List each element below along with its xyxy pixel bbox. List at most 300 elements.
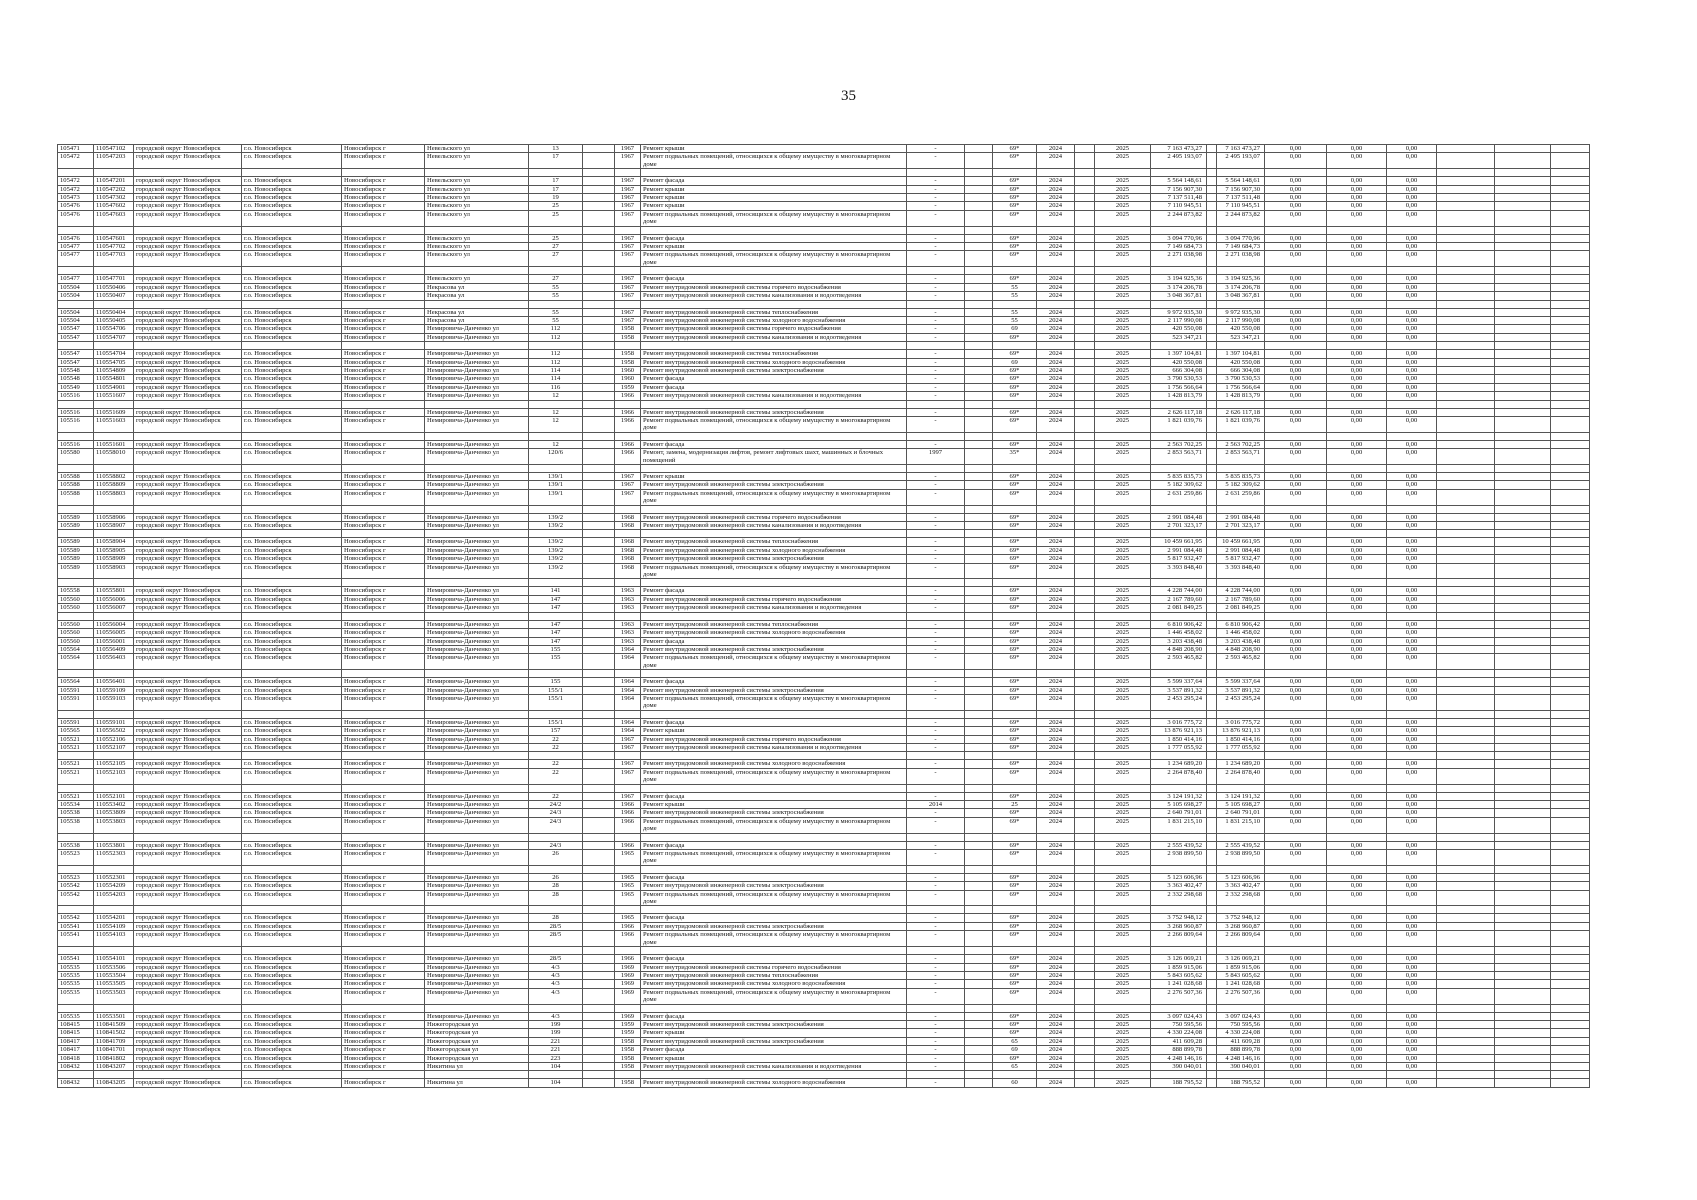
empty-cell [965, 432, 993, 440]
table-row [58, 931, 1590, 947]
empty-cell [583, 971, 615, 979]
cell-district: городской округ Новосибирск [134, 481, 242, 489]
cell-ys: - [907, 153, 965, 169]
cell-id: 105542 [58, 914, 94, 922]
empty-cell [1207, 185, 1217, 193]
empty-cell [1217, 530, 1265, 538]
cell-district: городской округ Новосибирск [134, 873, 242, 881]
table-row [58, 546, 1590, 554]
cell-y2: 2025 [1095, 1046, 1151, 1054]
cell-sr: 69* [993, 718, 1037, 726]
cell-y1: 2024 [1037, 177, 1075, 185]
cell-y2: 2025 [1095, 629, 1151, 637]
empty-cell [242, 169, 342, 177]
cell-c: 0,00 [1387, 850, 1437, 866]
cell-b: 0,00 [1327, 873, 1387, 881]
cell-cost: 2 563 702,25 [1151, 440, 1207, 448]
empty-cell [1075, 873, 1095, 881]
cell-code: 110554109 [94, 922, 134, 930]
cell-total: 1 859 915,06 [1217, 963, 1265, 971]
empty-cell [342, 342, 425, 350]
cell-district: городской округ Новосибирск [134, 555, 242, 563]
empty-cell [641, 833, 907, 841]
empty-cell [94, 906, 134, 914]
empty-cell [1387, 169, 1437, 177]
empty-cell [1551, 546, 1590, 554]
empty-cell [1095, 400, 1151, 408]
empty-cell [1437, 505, 1495, 513]
empty-cell [1207, 914, 1217, 922]
cell-city: Новосибирск г [342, 383, 425, 391]
cell-street: Невельского ул [425, 185, 529, 193]
empty-cell [1207, 752, 1217, 760]
empty-cell [965, 202, 993, 210]
empty-cell [342, 267, 425, 275]
cell-year: 1967 [615, 316, 641, 324]
empty-cell [1495, 408, 1551, 416]
cell-b: 0,00 [1327, 234, 1387, 242]
cell-b: 0,00 [1327, 882, 1387, 890]
cell-city: Новосибирск г [342, 153, 425, 169]
empty-cell [1207, 1020, 1217, 1028]
cell-street: Немировича-Данченко ул [425, 555, 529, 563]
cell-y2: 2025 [1095, 546, 1151, 554]
empty-cell [1551, 914, 1590, 922]
cell-code: 110553501 [94, 1012, 134, 1020]
cell-district: городской округ Новосибирск [134, 473, 242, 481]
empty-cell [1437, 931, 1495, 947]
empty-cell [1207, 906, 1217, 914]
empty-cell [1495, 505, 1551, 513]
row-spacer [58, 865, 1590, 873]
cell-c: 0,00 [1387, 914, 1437, 922]
cell-y1: 2024 [1037, 914, 1075, 922]
empty-cell [242, 579, 342, 587]
cell-code: 110556409 [94, 645, 134, 653]
empty-cell [1151, 226, 1207, 234]
cell-city: Новосибирск г [342, 210, 425, 226]
cell-ys: - [907, 686, 965, 694]
empty-cell [583, 760, 615, 768]
cell-a: 0,00 [1265, 841, 1327, 849]
empty-cell [583, 727, 615, 735]
empty-cell [965, 234, 993, 242]
cell-city: Новосибирск г [342, 145, 425, 153]
cell-cost: 2 081 849,25 [1151, 604, 1207, 612]
cell-cost: 5 182 309,62 [1151, 481, 1207, 489]
cell-house: 25 [529, 210, 583, 226]
empty-cell [583, 522, 615, 530]
cell-sr: 65 [993, 1037, 1037, 1045]
cell-sr: 69* [993, 931, 1037, 947]
cell-sr: 69* [993, 809, 1037, 817]
empty-cell [1437, 546, 1495, 554]
cell-city: Новосибирск г [342, 620, 425, 628]
cell-city: Новосибирск г [342, 358, 425, 366]
empty-cell [1075, 202, 1095, 210]
cell-c: 0,00 [1387, 563, 1437, 579]
cell-a: 0,00 [1265, 546, 1327, 554]
cell-district: городской округ Новосибирск [134, 375, 242, 383]
empty-cell [907, 226, 965, 234]
empty-cell [425, 530, 529, 538]
cell-code: 110843205 [94, 1079, 134, 1087]
empty-cell [1495, 416, 1551, 432]
empty-cell [907, 710, 965, 718]
cell-id: 105542 [58, 882, 94, 890]
empty-cell [1207, 300, 1217, 308]
empty-cell [1551, 792, 1590, 800]
cell-house: 157 [529, 727, 583, 735]
cell-id: 105535 [58, 980, 94, 988]
cell-y2: 2025 [1095, 316, 1151, 324]
empty-cell [907, 530, 965, 538]
cell-sr: 25 [993, 801, 1037, 809]
cell-total: 7 110 945,51 [1217, 202, 1265, 210]
empty-cell [907, 300, 965, 308]
cell-y1: 2024 [1037, 489, 1075, 505]
cell-id: 105591 [58, 718, 94, 726]
empty-cell [1387, 865, 1437, 873]
empty-cell [1437, 1004, 1495, 1012]
empty-cell [583, 809, 615, 817]
empty-cell [1495, 595, 1551, 603]
empty-cell [1437, 316, 1495, 324]
empty-cell [1075, 358, 1095, 366]
empty-cell [965, 727, 993, 735]
empty-cell [1207, 481, 1217, 489]
empty-cell [1551, 432, 1590, 440]
cell-code: 110552107 [94, 743, 134, 751]
empty-cell [1075, 743, 1095, 751]
cell-work: Ремонт крыши [641, 1029, 907, 1037]
empty-cell [1551, 612, 1590, 620]
cell-year: 1958 [615, 1054, 641, 1062]
empty-cell [1075, 587, 1095, 595]
cell-a: 0,00 [1265, 316, 1327, 324]
cell-year: 1965 [615, 873, 641, 881]
cell-total: 3 126 069,21 [1217, 955, 1265, 963]
empty-cell [1207, 1079, 1217, 1087]
empty-cell [615, 670, 641, 678]
empty-cell [1495, 801, 1551, 809]
cell-cost: 1 777 055,92 [1151, 743, 1207, 751]
cell-code: 110558903 [94, 563, 134, 579]
empty-cell [1207, 1062, 1217, 1070]
empty-cell [965, 275, 993, 283]
empty-cell [1207, 505, 1217, 513]
cell-a: 0,00 [1265, 177, 1327, 185]
cell-house: 139/1 [529, 473, 583, 481]
cell-city: Новосибирск г [342, 522, 425, 530]
cell-year: 1967 [615, 481, 641, 489]
cell-house: 114 [529, 375, 583, 383]
cell-b: 0,00 [1327, 1079, 1387, 1087]
cell-a: 0,00 [1265, 963, 1327, 971]
cell-district: городской округ Новосибирск [134, 760, 242, 768]
empty-cell [529, 1004, 583, 1012]
cell-mo: г.о. Новосибирск [242, 308, 342, 316]
empty-cell [1207, 489, 1217, 505]
empty-cell [1437, 392, 1495, 400]
cell-a: 0,00 [1265, 234, 1327, 242]
cell-c: 0,00 [1387, 890, 1437, 906]
cell-mo: г.о. Новосибирск [242, 817, 342, 833]
cell-c: 0,00 [1387, 375, 1437, 383]
cell-cost: 1 756 566,64 [1151, 383, 1207, 391]
cell-code: 110554704 [94, 350, 134, 358]
empty-cell [1437, 234, 1495, 242]
cell-id: 105523 [58, 873, 94, 881]
empty-cell [1075, 513, 1095, 521]
row-spacer [58, 300, 1590, 308]
cell-c: 0,00 [1387, 292, 1437, 300]
empty-cell [993, 579, 1037, 587]
empty-cell [1265, 1004, 1327, 1012]
empty-cell [1437, 530, 1495, 538]
empty-cell [134, 579, 242, 587]
empty-cell [615, 300, 641, 308]
cell-y1: 2024 [1037, 1029, 1075, 1037]
empty-cell [583, 300, 615, 308]
empty-cell [1551, 686, 1590, 694]
empty-cell [1265, 784, 1327, 792]
cell-ys: - [907, 177, 965, 185]
empty-cell [1551, 153, 1590, 169]
empty-cell [1437, 947, 1495, 955]
cell-b: 0,00 [1327, 727, 1387, 735]
empty-cell [583, 555, 615, 563]
cell-cost: 2 555 439,52 [1151, 841, 1207, 849]
empty-cell [425, 505, 529, 513]
empty-cell [907, 612, 965, 620]
cell-year: 1967 [615, 210, 641, 226]
cell-house: 139/2 [529, 513, 583, 521]
cell-id: 105588 [58, 481, 94, 489]
empty-cell [58, 579, 94, 587]
cell-ys: - [907, 1079, 965, 1087]
empty-cell [965, 817, 993, 833]
cell-c: 0,00 [1387, 392, 1437, 400]
cell-mo: г.о. Новосибирск [242, 194, 342, 202]
cell-id: 105560 [58, 637, 94, 645]
empty-cell [965, 670, 993, 678]
cell-y1: 2024 [1037, 980, 1075, 988]
empty-cell [641, 530, 907, 538]
empty-cell [1437, 963, 1495, 971]
cell-a: 0,00 [1265, 890, 1327, 906]
empty-cell [907, 465, 965, 473]
cell-district: городской округ Новосибирск [134, 202, 242, 210]
cell-mo: г.о. Новосибирск [242, 718, 342, 726]
cell-district: городской округ Новосибирск [134, 971, 242, 979]
cell-street: Невельского ул [425, 243, 529, 251]
cell-year: 1960 [615, 375, 641, 383]
empty-cell [1495, 243, 1551, 251]
cell-sr: 69* [993, 882, 1037, 890]
cell-code: 110552301 [94, 873, 134, 881]
cell-cost: 2 117 990,08 [1151, 316, 1207, 324]
cell-city: Новосибирск г [342, 1054, 425, 1062]
empty-cell [1075, 1012, 1095, 1020]
row-spacer [58, 400, 1590, 408]
empty-cell [583, 678, 615, 686]
cell-street: Немировича-Данченко ул [425, 955, 529, 963]
empty-cell [1437, 988, 1495, 1004]
empty-cell [583, 801, 615, 809]
cell-district: городской округ Новосибирск [134, 145, 242, 153]
cell-a: 0,00 [1265, 882, 1327, 890]
empty-cell [1207, 882, 1217, 890]
empty-cell [1437, 718, 1495, 726]
empty-cell [1265, 865, 1327, 873]
empty-cell [1095, 1004, 1151, 1012]
cell-district: городской округ Новосибирск [134, 931, 242, 947]
cell-id: 105535 [58, 988, 94, 1004]
empty-cell [1207, 465, 1217, 473]
empty-cell [1551, 817, 1590, 833]
empty-cell [1437, 210, 1495, 226]
table-row [58, 955, 1590, 963]
cell-year: 1958 [615, 358, 641, 366]
cell-total: 2 991 084,48 [1217, 546, 1265, 554]
cell-mo: г.о. Новосибирск [242, 145, 342, 153]
empty-cell [1075, 654, 1095, 670]
cell-sr: 69* [993, 654, 1037, 670]
empty-cell [965, 595, 993, 603]
empty-cell [615, 169, 641, 177]
cell-code: 110841509 [94, 1020, 134, 1028]
cell-work: Ремонт внутридомовой инженерной системы холодного водоснабжения [641, 546, 907, 554]
cell-sr: 35* [993, 449, 1037, 465]
cell-street: Немировича-Данченко ул [425, 801, 529, 809]
empty-cell [1207, 612, 1217, 620]
empty-cell [1217, 267, 1265, 275]
empty-cell [58, 342, 94, 350]
cell-y2: 2025 [1095, 473, 1151, 481]
empty-cell [1075, 481, 1095, 489]
empty-cell [1075, 890, 1095, 906]
cell-y2: 2025 [1095, 760, 1151, 768]
cell-mo: г.о. Новосибирск [242, 177, 342, 185]
cell-code: 110553503 [94, 988, 134, 1004]
empty-cell [1437, 1054, 1495, 1062]
cell-year: 1967 [615, 792, 641, 800]
cell-street: Немировича-Данченко ул [425, 481, 529, 489]
cell-total: 2 640 791,01 [1217, 809, 1265, 817]
cell-a: 0,00 [1265, 645, 1327, 653]
cell-work: Ремонт внутридомовой инженерной системы горячего водоснабжения [641, 963, 907, 971]
empty-cell [1075, 678, 1095, 686]
cell-total: 1 241 028,68 [1217, 980, 1265, 988]
cell-y1: 2024 [1037, 882, 1075, 890]
empty-cell [529, 710, 583, 718]
cell-mo: г.о. Новосибирск [242, 202, 342, 210]
empty-cell [1327, 579, 1387, 587]
cell-id: 105564 [58, 654, 94, 670]
empty-cell [993, 906, 1037, 914]
cell-mo: г.о. Новосибирск [242, 914, 342, 922]
cell-street: Немировича-Данченко ул [425, 473, 529, 481]
cell-year: 1958 [615, 350, 641, 358]
empty-cell [1437, 670, 1495, 678]
cell-cost: 188 795,52 [1151, 1079, 1207, 1087]
cell-work: Ремонт внутридомовой инженерной системы канализования и водоотведения [641, 1062, 907, 1070]
cell-work: Ремонт внутридомовой инженерной системы горячего водоснабжения [641, 513, 907, 521]
cell-cost: 6 810 906,42 [1151, 620, 1207, 628]
cell-y2: 2025 [1095, 449, 1151, 465]
cell-a: 0,00 [1265, 587, 1327, 595]
cell-code: 110554801 [94, 375, 134, 383]
empty-cell [242, 432, 342, 440]
empty-cell [529, 530, 583, 538]
cell-year: 1968 [615, 555, 641, 563]
empty-cell [134, 710, 242, 718]
empty-cell [1495, 1046, 1551, 1054]
cell-a: 0,00 [1265, 914, 1327, 922]
empty-cell [641, 710, 907, 718]
empty-cell [1495, 440, 1551, 448]
cell-total: 9 972 935,30 [1217, 308, 1265, 316]
empty-cell [1437, 350, 1495, 358]
cell-house: 139/2 [529, 555, 583, 563]
cell-district: городской округ Новосибирск [134, 850, 242, 866]
empty-cell [1075, 1037, 1095, 1045]
empty-cell [58, 400, 94, 408]
cell-id: 105589 [58, 538, 94, 546]
cell-ys: - [907, 809, 965, 817]
row-spacer [58, 530, 1590, 538]
cell-mo: г.о. Новосибирск [242, 955, 342, 963]
cell-cost: 1 241 028,68 [1151, 980, 1207, 988]
cell-c: 0,00 [1387, 408, 1437, 416]
cell-house: 147 [529, 629, 583, 637]
cell-year: 1965 [615, 890, 641, 906]
empty-cell [1207, 1004, 1217, 1012]
empty-cell [1075, 1054, 1095, 1062]
cell-street: Немировича-Данченко ул [425, 1012, 529, 1020]
cell-code: 110556006 [94, 595, 134, 603]
empty-cell [242, 1071, 342, 1079]
table-row [58, 595, 1590, 603]
cell-y1: 2024 [1037, 522, 1075, 530]
cell-ys: - [907, 275, 965, 283]
cell-y1: 2024 [1037, 645, 1075, 653]
empty-cell [641, 1004, 907, 1012]
empty-cell [1495, 145, 1551, 153]
cell-b: 0,00 [1327, 768, 1387, 784]
cell-mo: г.о. Новосибирск [242, 1062, 342, 1070]
empty-cell [1207, 955, 1217, 963]
cell-house: 155/1 [529, 686, 583, 694]
cell-y2: 2025 [1095, 350, 1151, 358]
empty-cell [965, 505, 993, 513]
empty-cell [1207, 980, 1217, 988]
cell-total: 1 756 566,64 [1217, 383, 1265, 391]
cell-b: 0,00 [1327, 963, 1387, 971]
empty-cell [1551, 882, 1590, 890]
empty-cell [1075, 342, 1095, 350]
empty-cell [1207, 283, 1217, 291]
empty-cell [1037, 169, 1075, 177]
cell-city: Новосибирск г [342, 1020, 425, 1028]
cell-cost: 1 821 039,76 [1151, 416, 1207, 432]
empty-cell [1207, 743, 1217, 751]
cell-y1: 2024 [1037, 563, 1075, 579]
cell-sr: 69* [993, 350, 1037, 358]
empty-cell [1327, 465, 1387, 473]
empty-cell [1217, 432, 1265, 440]
